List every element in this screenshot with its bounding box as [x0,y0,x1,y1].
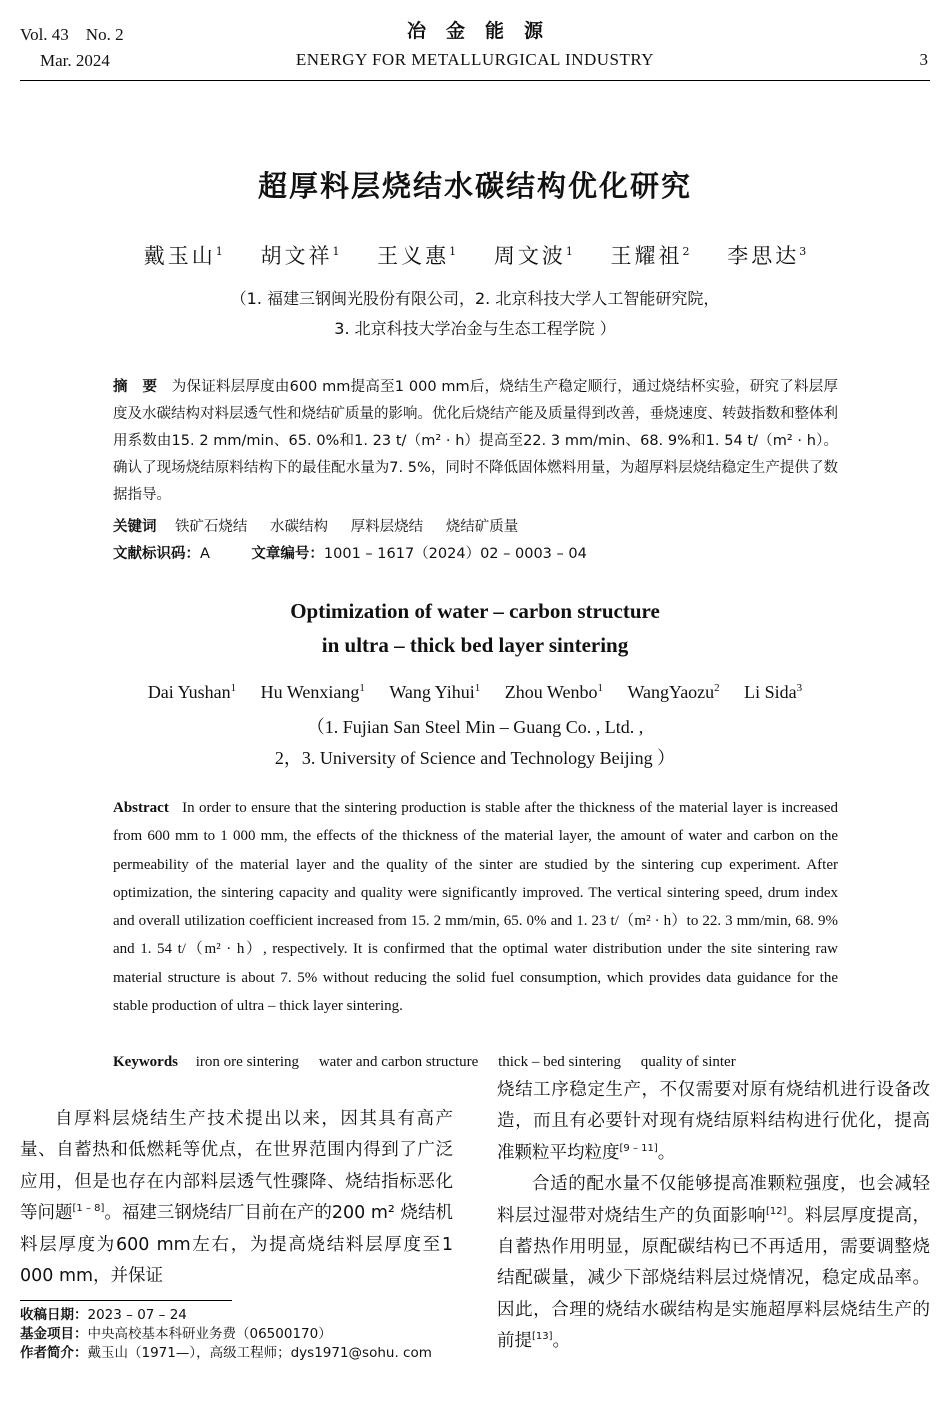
article-number-value: 1001 – 1617（2024）02 – 0003 – 04 [323,546,587,562]
title-en-line: Optimization of water – carbon structure [290,599,660,623]
author-cn: 王耀祖$^2$ [610,244,690,268]
abstract-cn-text: 为保证料层厚度由600 mm提高至1 000 mm后，烧结生产稳定顺行，通过烧结杯实验，研究了料层厚度及水碳结构对料层透气性和烧结矿质量的影响。优化后烧结产能及质量得到改善，垂烧速度、转鼓指数和整体利用系数由15. 2 mm/min、65. 0%和1. 23 t/（m² · h）提高至22. 3 mm/min、68. 9%和1. 54 t/（m² · h）。确认了现场烧结原料结构下的最佳配水量为7. 5%，同时不降低固体燃料用量，为超厚料层烧结稳定生产提供了数据指导。 [113,379,838,503]
keywords-en-label: Keywords [113,1054,178,1070]
keywords-en [113,1048,838,1076]
doc-code-label: 文献标识码： [113,546,200,562]
author-cn: 戴玉山$^1$ [143,244,223,268]
abstract-en-label: Abstract [113,800,169,816]
paper-title-en [0,594,950,662]
volume-number: Vol. 43 No. 2 [20,25,124,44]
abstract-en-text: In order to ensure that the sintering production is stable after the thickness of the material layer is increased from 600 mm to 1 000 mm, the effects of the thickness of the material layer, the amount of water and carbon on the permeability of the material layer and the quality of the sinter are studied by the sintering cup experiment. After optimization, the sintering capacity and quality were significantly improved. The vertical sintering speed, drum index and overall utilization coefficient increased from 15. 2 mm/min, 65. 0% and 1. 23 t/（m² · h）to 22. 3 mm/min, 68. 9% and 1. 54 t/（m² · h）, respectively. It is confirmed that the optimal water distribution under the site sintering raw material structure is about 7. 5% without reducing the solid fuel consumption, which provides data guidance for the stable production of ultra – thick layer sintering. [113,800,838,1015]
journal-name-en: ENERGY FOR METALLURGICAL INDUSTRY [295,50,655,69]
author-list-en [0,682,950,703]
abstract-en [113,794,838,1020]
citation: [13] [532,1331,553,1343]
keywords-cn [113,514,838,541]
title-en-line: in ultra – thick bed layer sintering [321,633,629,657]
affiliation-en [0,712,950,774]
author-en: Li Sida$^3$ [744,682,803,702]
affiliation-en-line: 2，3. University of Science and Technology Beijing ） [274,748,676,768]
citation: [1 – 8] [72,1203,105,1215]
paper-title-cn: 超厚料层烧结水碳结构优化研究 [257,169,692,203]
keyword-cn: 厚料层烧结 [350,519,424,535]
footnote-received: 收稿日期：2023 – 07 – 24 [20,1307,187,1323]
issue-date: Mar. 2024 [40,51,110,70]
keyword-cn: 水碳结构 [270,519,329,535]
keyword-en: quality of sinter [640,1054,736,1070]
abstract-cn-label: 摘 要 [113,379,158,395]
body-column-right [497,1075,930,1358]
author-cn: 胡文祥$^1$ [260,244,340,268]
affiliation-en-line: （1. Fujian San Steel Min – Guang Co. , Ltd. , [306,717,644,737]
affiliation-cn [0,284,950,344]
document-codes [113,541,838,568]
doc-code-value: A [200,546,210,562]
body-paragraph: 自厚料层烧结生产技术提出以来，因其具有高产量、自蓄热和低燃耗等优点，在世界范围内得到了广泛应用，但是也存在内部料层透气性骤降、烧结指标恶化等问题[1 – 8]。福建三钢烧结厂目前在产的200 m² 烧结机料层厚度为600 mm左右，为提高烧结料层厚度至1 000 mm，并保证 [20,1109,454,1287]
keyword-en: water and carbon structure [318,1054,479,1070]
author-cn: 李思达$^3$ [727,244,807,268]
author-cn: 周文波$^1$ [493,244,573,268]
author-list-cn [0,240,950,270]
article-number-label: 文章编号： [251,546,324,562]
body-paragraph: 合适的配水量不仅能够提高准颗粒强度，也会减轻料层过湿带对烧结生产的负面影响[12]。料层厚度提高，自蓄热作用明显，原配碳结构已不再适用，需要调整烧结配碳量，减少下部烧结料层过烧情况，稳定成品率。因此，合理的烧结水碳结构是实施超厚料层烧结生产的前提[13]。 [497,1174,930,1352]
footnote-author: 作者简介：戴玉山（1971—），高级工程师；dys1971@sohu. com [20,1345,432,1361]
header-divider [20,80,930,81]
page-number: 3 [919,50,928,69]
author-en: WangYaozu$^2$ [627,682,720,702]
affiliation-cn-line: 3. 北京科技大学冶金与生态工程学院 ） [334,319,616,338]
footnote-divider [20,1300,232,1301]
journal-header [0,18,950,70]
author-en: Dai Yushan$^1$ [147,682,237,702]
keyword-cn: 铁矿石烧结 [174,519,248,535]
abstract-cn [113,374,838,509]
author-en: Wang Yihui$^1$ [389,682,481,702]
affiliation-cn-line: （1. 福建三钢闽光股份有限公司，2. 北京科技大学人工智能研究院， [230,289,720,308]
citation: [9 – 11] [619,1142,658,1154]
author-en: Hu Wenxiang$^1$ [260,682,365,702]
keyword-cn: 烧结矿质量 [445,519,519,535]
author-en: Zhou Wenbo$^1$ [504,682,603,702]
body-column-left [20,1104,453,1292]
footnotes [20,1306,453,1363]
author-cn: 王义惠$^1$ [377,244,457,268]
journal-name-cn: 冶金能源 [406,20,563,42]
keywords-cn-label: 关键词 [113,519,157,535]
keyword-en: iron ore sintering [195,1054,300,1070]
keyword-en: thick – bed sintering [498,1054,621,1070]
citation: [12] [766,1205,787,1217]
footnote-fund: 基金项目：中央高校基本科研业务费（06500170） [20,1326,332,1342]
body-paragraph: 烧结工序稳定生产，不仅需要对原有烧结机进行设备改造，而且有必要针对现有烧结原料结构进行优化，提高准颗粒平均粒度[9 – 11]。 [497,1080,930,1163]
